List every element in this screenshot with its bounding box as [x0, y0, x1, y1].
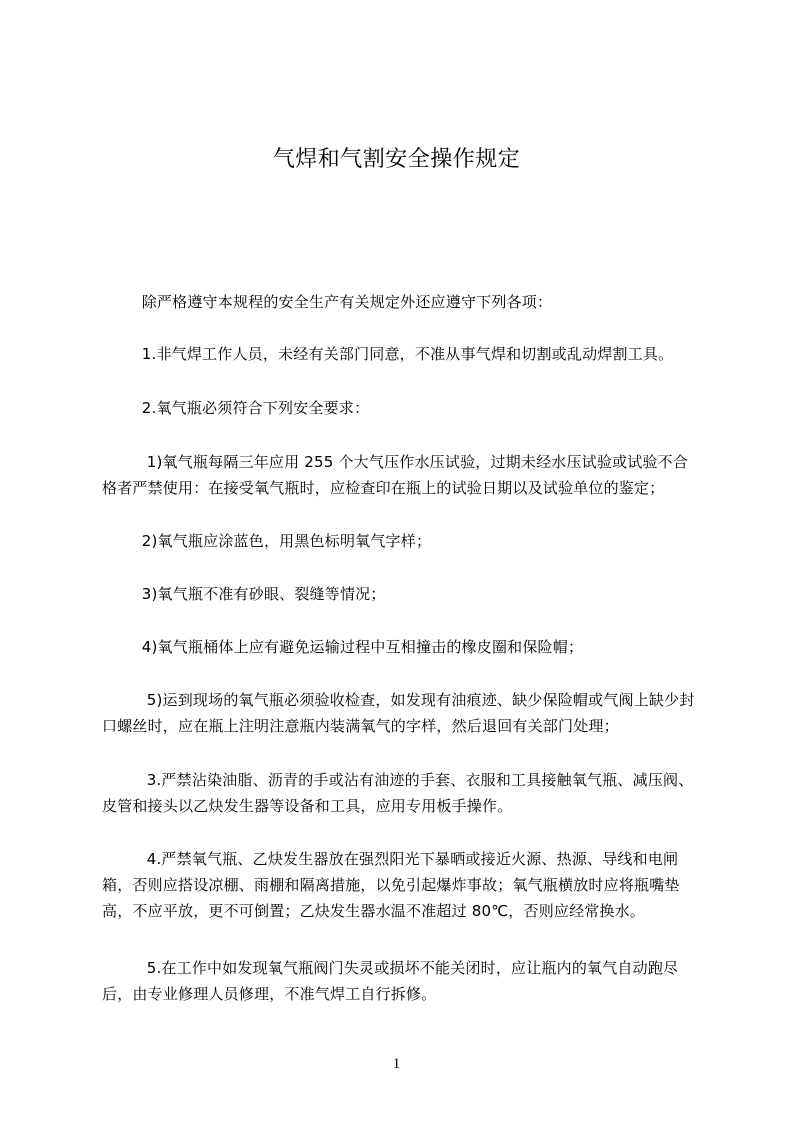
paragraph-rule-3: 3.严禁沾染油脂、沥青的手或沾有油迹的手套、衣服和工具接触氧气瓶、减压阀、皮管和接头以乙炔发生器等设备和工具，应用专用板手操作。 — [102, 771, 694, 815]
paragraph-rule-2-4: 4)氧气瓶桶体上应有避免运输过程中互相撞击的橡皮圈和保险帽； — [102, 638, 584, 656]
page-number: 1 — [392, 1056, 401, 1072]
document-title: 气焊和气割安全操作规定 — [272, 147, 521, 172]
paragraph-rule-2-1: 1)氧气瓶每隔三年应用 255 个大气压作水压试验，过期未经水压试验或试验不合格者严禁使用：在接受氧气瓶时，应检查印在瓶上的试验日期以及试验单位的鉴定； — [102, 453, 689, 497]
paragraph-rule-4: 4.严禁氧气瓶、乙炔发生器放在强烈阳光下暴晒或接近火源、热源、导线和电闸 箱，否则应搭设凉棚、雨棚和隔离措施，以免引起爆炸事故；氧气瓶横放时应将瓶嘴垫高，不应平放，更不可倒置；乙炔发生器水温不准超过 80℃，否则应经常换水。 — [102, 850, 684, 920]
paragraph-rule-2-3: 3)氧气瓶不准有砂眼、裂缝等情况； — [102, 585, 386, 603]
paragraph-rule-2: 2.氧气瓶必须符合下列安全要求： — [102, 399, 370, 417]
paragraph-rule-2-2: 2)氧气瓶应涂蓝色，用黑色标明氧气字样； — [102, 532, 432, 550]
paragraph-rule-2-5: 5)运到现场的氧气瓶必须验收检查，如发现有油痕迹、缺少保险帽或气阀上缺少封口螺丝时，应在瓶上注明注意瓶内装满氧气的字样，然后退回有关部门处理； — [102, 691, 695, 735]
paragraph-rule-5: 5.在工作中如发现氧气瓶阀门失灵或损坏不能关闭时，应让瓶内的氧气自动跑尽后，由专业修理人员修理，不准气焊工自行拆修。 — [102, 959, 679, 1003]
paragraph-intro: 除严格遵守本规程的安全生产有关规定外还应遵守下列各项： — [102, 293, 553, 311]
paragraph-rule-1: 1.非气焊工作人员，未经有关部门同意，不准从事气焊和切割或乱动焊割工具。 — [102, 345, 674, 363]
